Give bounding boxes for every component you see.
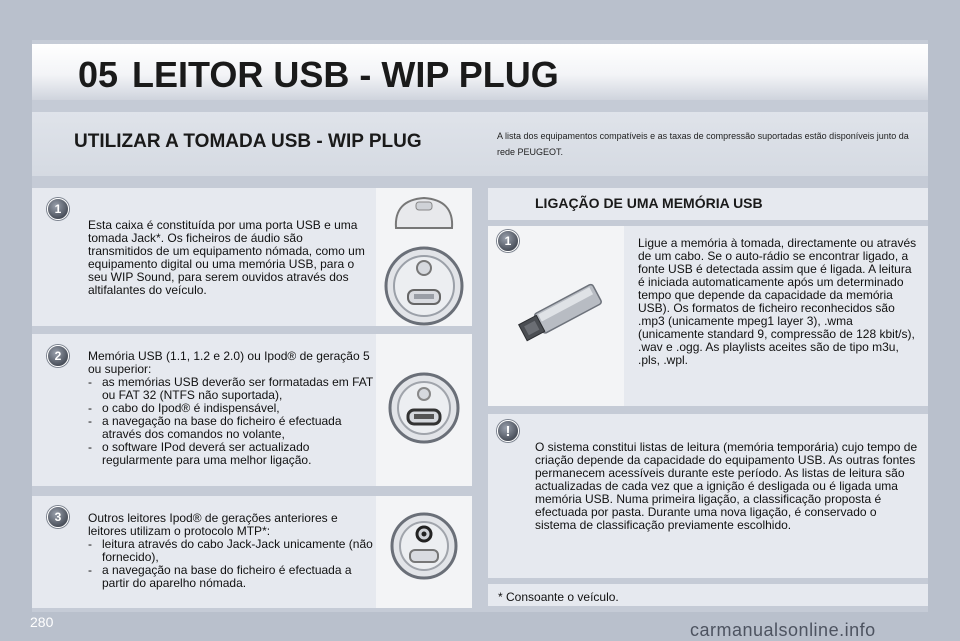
jack-socket-icon [376,496,472,608]
item-text-2 [88,350,373,467]
usb-step-badge: 1 [497,230,519,252]
watermark: carmanualsonline.info [690,620,876,640]
warning-text: O sistema constitui listas de leitura (memória temporária) cujo tempo de criação depende da capacidade do equipamento USB. As outras fontes permanecem acessíveis durante este período. As listas de leitura são actualizadas de cada vez que a ignição é desligada ou é ligada uma memória USB. Numa primeira ligação, a classificação proposta é efectuada por pasta. Durante uma nova ligação, é conservado o sistema de classificação previamente escolhido. [535,440,918,532]
step-badge-2: 2 [47,345,69,367]
section-title: UTILIZAR A TOMADA USB - WIP PLUG [74,131,422,152]
warning-icon: ! [497,420,519,442]
item-image-1 [376,188,472,326]
usb-port-icon [376,334,472,486]
step-badge-3: 3 [47,506,69,528]
item-bullets-2 [88,376,373,467]
item-bullets-3 [88,538,373,590]
item-image-2 [376,334,472,486]
bullet: - a navegação na base do ficheiro é efectuada a partir do aparelho nómada. [88,564,373,590]
chapter-title: LEITOR USB - WIP PLUG [132,54,559,95]
item-intro-2: Memória USB (1.1, 1.2 e 2.0) ou Ipod® de geração 5 ou superior: [88,349,370,376]
page-number: 280 [30,614,54,630]
usb-drive-image [488,226,624,406]
bullet: - a navegação na base do ficheiro é efectuada através dos comandos no volante, [88,415,373,441]
item-text-3 [88,512,373,590]
chapter-number: 05 [78,54,119,95]
compatibility-note: A lista dos equipamentos compatíveis e as taxas de compressão suportadas estão disponíveis junto da rede PEUGEOT. [497,131,909,157]
usb-flash-drive-icon [488,226,624,406]
item-image-3 [376,496,472,608]
item-text-1: Esta caixa é constituída por uma porta USB e uma tomada Jack*. Os ficheiros de áudio são transmitidos de um equipamento nómada, como um equipamento digital ou uma memória USB, para o seu WIP Sound, para serem ouvidos através dos altifalantes do veículo. [88,218,365,297]
footnote: * Consoante o veículo. [498,590,619,604]
step-badge-1: 1 [47,198,69,220]
bullet: - leitura através do cabo Jack-Jack unicamente (não fornecido), [88,538,373,564]
item-intro-3: Outros leitores Ipod® de gerações anteriores e leitores utilizam o protocolo MTP*: [88,511,338,538]
right-section-title: LIGAÇÃO DE UMA MEMÓRIA USB [535,195,763,211]
bullet: - as memórias USB deverão ser formatadas em FAT ou FAT 32 (NTFS não suportada), [88,376,373,402]
usb-step-text: Ligue a memória à tomada, directamente ou através de um cabo. Se o auto-rádio se encontrar ligado, a fonte USB é detectada assim que é ligada. A leitura é iniciada automaticamente após um determinado tempo que depende da capacidade da memória USB). Os formatos de ficheiro reconhecidos são .mp3 (unicamente mpeg1 layer 3), .wma (unicamente standard 9, compressão de 128 kbit/s), .wav e .ogg. As playlists aceites são de tipo m3u, .pls, .wpl. [638,236,917,367]
usb-socket-cover-open-icon [376,188,472,326]
bullet: - o software IPod deverá ser actualizado regularmente para uma melhor ligação. [88,441,373,467]
bullet: - o cabo do Ipod® é indispensável, [88,402,373,415]
